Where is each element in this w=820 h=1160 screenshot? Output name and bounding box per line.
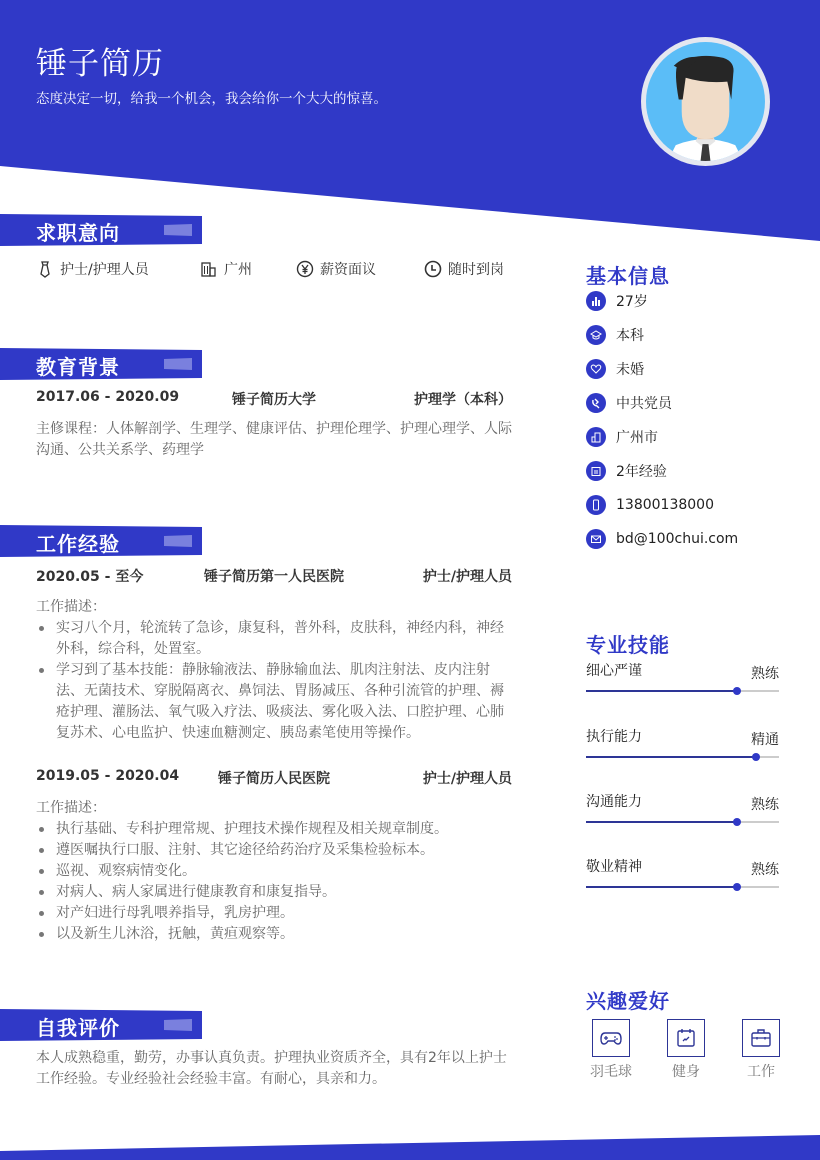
fitness-calendar-icon [674,1026,698,1050]
skill-level: 精通 [751,732,779,748]
intent-item-position: 护士/护理人员 [36,258,149,280]
info-education: 本科 [586,324,644,346]
job-bullet: 学习到了基本技能：静脉输液法、静脉输血法、肌肉注射法、皮内注射法、无菌技术、穿脱隔离衣、鼻饲法、胃肠减压、各种引流管的护理、褥疮护理、灌肠法、氧气吸入疗法、吸痰法、雾化吸入法、口腔护理、心肺复苏术、心电监护、快速血糖测定、胰岛素笔使用等操作。 [36,660,514,744]
phone-icon [586,495,606,515]
education-row [36,389,512,409]
hobbies-title: 兴趣爱好 [586,989,670,1013]
education-period: 2017.06 - 2020.09 [36,389,180,405]
heart-icon [586,359,606,379]
info-city: 广州市 [586,426,658,448]
job-period: 2019.05 - 2020.04 [36,768,180,784]
skill-marker [733,883,741,891]
education-major: 护理学（本科） [414,392,512,408]
avatar [641,37,770,166]
job-bullet: 对病人、病人家属进行健康教育和康复指导。 [36,882,514,903]
skill-marker [733,687,741,695]
skill-item [586,856,779,906]
section-header-education [0,348,202,380]
job-description [36,798,514,945]
skill-name: 沟通能力 [586,794,642,810]
skill-name: 执行能力 [586,729,642,745]
graduation-cap-icon [586,325,606,345]
job-desc-label: 工作描述： [36,599,106,615]
job-bullet: 巡视、观察病情变化。 [36,861,514,882]
skill-level: 熟练 [751,862,779,878]
job-row [36,566,512,586]
section-header-self-evaluation [0,1009,202,1041]
education-courses: 主修课程：人体解剖学、生理学、健康评估、护理伦理学、护理心理学、人际沟通、公共关系学、药理学 [36,421,512,458]
skills-title: 专业技能 [586,633,670,657]
avatar-person-icon [646,42,765,161]
job-company: 锤子简历人民医院 [218,771,330,787]
skill-bar [586,690,779,692]
job-description [36,597,514,744]
intent-item-availability: 随时到岗 [424,258,504,280]
job-position: 护士/护理人员 [422,771,512,787]
job-company: 锤子简历第一人民医院 [204,569,344,585]
age-chart-icon [586,291,606,311]
info-phone: 13800138000 [586,494,714,516]
skill-marker [752,753,760,761]
briefcase-icon [749,1026,773,1050]
job-row [36,768,512,788]
hobby-label: 羽毛球 [590,1064,632,1080]
tie-icon [36,260,54,278]
job-position: 护士/护理人员 [422,569,512,585]
intent-item-city: 广州 [200,258,252,280]
section-title: 自我评价 [36,1016,120,1040]
skill-level: 熟练 [751,797,779,813]
job-period: 2020.05 - 至今 [36,569,144,585]
section-header-intent [0,214,202,246]
skill-bar [586,756,779,758]
info-political: 中共党员 [586,392,672,414]
section-title: 教育背景 [36,355,120,379]
calendar-icon [586,461,606,481]
info-age: 27岁 [586,290,648,312]
skill-item [586,726,779,776]
resume-motto: 态度决定一切，给我一个机会，我会给你一个大大的惊喜。 [36,91,387,107]
basic-info-title: 基本信息 [586,264,670,288]
yen-icon [296,260,314,278]
info-experience: 2年经验 [586,460,667,482]
job-bullets [36,819,514,945]
hobby-item [591,1019,631,1081]
section-title: 求职意向 [36,221,120,245]
hobby-item [741,1019,781,1081]
gamepad-icon [599,1026,623,1050]
self-evaluation-text: 本人成熟稳重，勤劳，办事认真负责。护理执业资质齐全，具有2年以上护士工作经验。专业经验社会经验丰富。有耐心，具亲和力。 [36,1050,507,1087]
party-emblem-icon [586,393,606,413]
job-bullet: 执行基础、专科护理常规、护理技术操作规程及相关规章制度。 [36,819,514,840]
skill-name: 细心严谨 [586,663,642,679]
skill-level: 熟练 [751,666,779,682]
building-icon [200,260,218,278]
skill-bar [586,886,779,888]
skill-bar [586,821,779,823]
skill-marker [733,818,741,826]
intent-item-salary: 薪资面议 [296,258,376,280]
hobby-label: 健身 [672,1064,700,1080]
job-bullet: 实习八个月，轮流转了急诊，康复科，普外科，皮肤科，神经内科，神经外科，综合科，处置室。 [36,618,514,660]
skill-item [586,791,779,841]
job-desc-label: 工作描述： [36,800,106,816]
hobby-label: 工作 [747,1064,775,1080]
job-bullet: 对产妇进行母乳喂养指导，乳房护理。 [36,903,514,924]
footer-band [0,1130,820,1160]
hobby-item [666,1019,706,1081]
skill-name: 敬业精神 [586,859,642,875]
clock-icon [424,260,442,278]
job-intent-row [36,258,516,280]
job-bullet: 以及新生儿沐浴，抚触，黄疸观察等。 [36,924,514,945]
info-marital: 未婚 [586,358,644,380]
mail-icon [586,529,606,549]
city-icon [586,427,606,447]
education-school: 锤子简历大学 [232,392,316,408]
job-bullet: 遵医嘱执行口服、注射、其它途径给药治疗及采集检验标本。 [36,840,514,861]
section-header-work [0,525,202,557]
resume-name: 锤子简历 [36,46,164,82]
skill-item [586,660,779,710]
section-title: 工作经验 [36,532,120,556]
job-bullets [36,618,514,744]
info-email: bd@100chui.com [586,528,738,550]
